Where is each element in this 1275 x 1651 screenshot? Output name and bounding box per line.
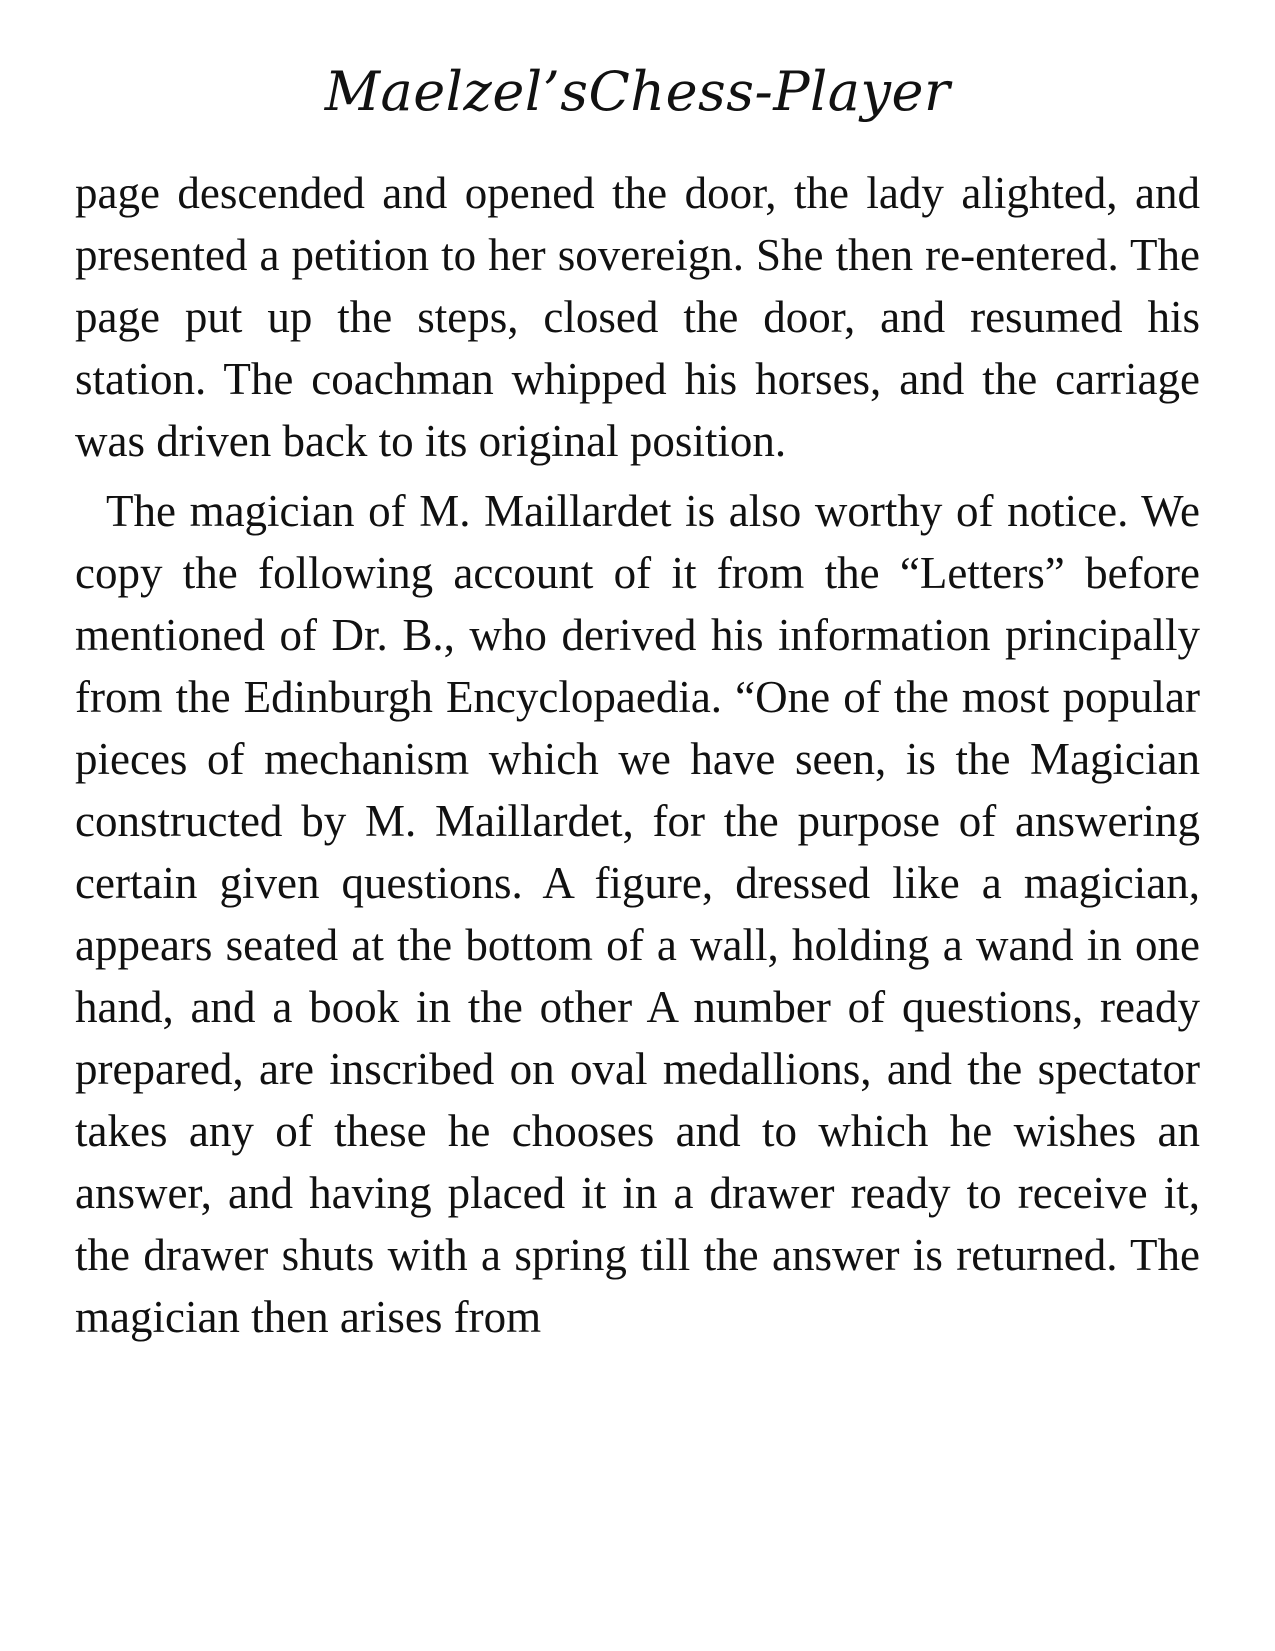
paragraph-2: The magician of M. Maillardet is also worthy of notice. We copy the following account of it from the “Letters” before mentioned of Dr. B., who derived his information principally from the Edinburgh Encyclopaedia. “One of the most popular pieces of mechanism which we have seen, is the Magician constructed by M. Maillardet, for the purpose of answering certain given questions. A figure, dressed like a magician, appears seated at the bottom of a wall, holding a wand in one hand, and a book in the other A number of questions, ready prepared, are inscribed on oval medallions, and the spectator takes any of these he chooses and to which he wishes an answer, and having placed it in a drawer ready to receive it, the drawer shuts with a spring till the answer is returned. The magician then arises from: [75, 486, 1200, 1342]
running-header-title: Maelzel’sChess-Player: [324, 60, 951, 123]
body-text: [75, 162, 1200, 1348]
paragraph-1: page descended and opened the door, the lady alighted, and presented a petition to her sovereign. She then re-entered. The page put up the steps, closed the door, and resumed his station. The coachman whipped his horses, and the carriage was driven back to its original position.: [75, 168, 1200, 466]
